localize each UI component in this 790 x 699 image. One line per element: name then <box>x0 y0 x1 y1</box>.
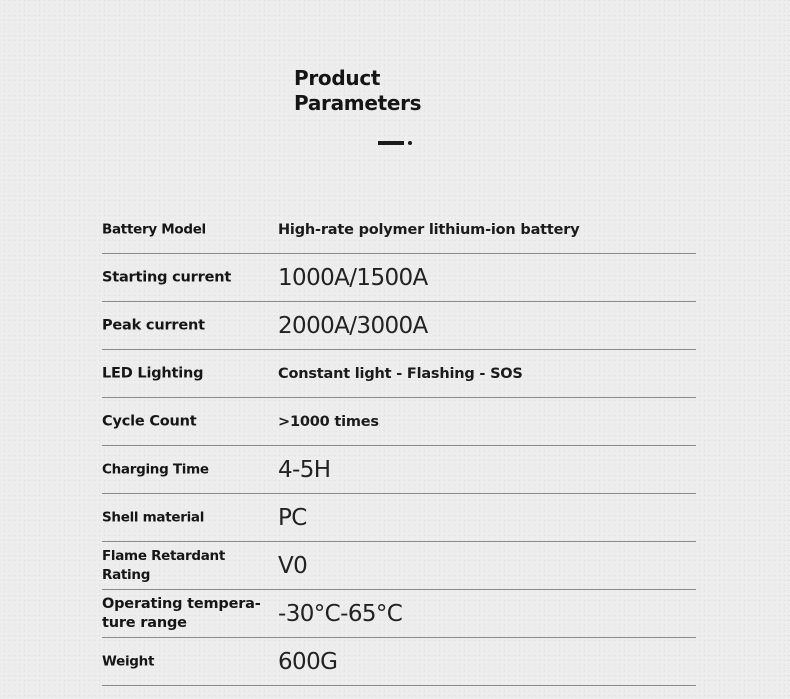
spec-value: 4-5H <box>278 456 331 483</box>
spec-value: Constant light - Flashing - SOS <box>278 365 523 382</box>
spec-label: Charging Time <box>102 461 209 477</box>
title-line-1: Product <box>294 66 381 90</box>
spec-label: Flame Retardant Rating <box>102 547 225 583</box>
spec-value: 2000A/3000A <box>278 312 428 339</box>
spec-row-battery-model <box>102 206 696 254</box>
spec-row-starting-current <box>102 254 696 302</box>
spec-label: Shell material <box>102 509 205 525</box>
spec-label: Operating tempera-ture range <box>102 595 261 631</box>
title-underline-dot <box>408 141 412 145</box>
spec-label: Peak current <box>102 317 205 333</box>
spec-label: Battery Model <box>102 221 206 237</box>
spec-row-shell-material <box>102 494 696 542</box>
spec-value: 600G <box>278 648 338 675</box>
spec-label: Cycle Count <box>102 413 197 429</box>
spec-row-operating-temperature <box>102 590 696 638</box>
spec-row-led-lighting <box>102 350 696 398</box>
spec-value: High-rate polymer lithium-ion battery <box>278 221 580 238</box>
spec-label: Starting current <box>102 269 232 285</box>
page-title <box>294 66 421 116</box>
spec-value: V0 <box>278 552 308 579</box>
spec-value: 1000A/1500A <box>278 264 428 291</box>
title-line-2: Parameters <box>294 91 422 115</box>
spec-label: LED Lighting <box>102 365 204 381</box>
spec-label: Weight <box>102 653 155 669</box>
spec-value: PC <box>278 504 307 531</box>
spec-row-cycle-count <box>102 398 696 446</box>
spec-row-charging-time <box>102 446 696 494</box>
title-underline-bar <box>378 141 404 145</box>
spec-row-weight <box>102 638 696 686</box>
spec-row-peak-current <box>102 302 696 350</box>
spec-row-flame-retardant-rating <box>102 542 696 590</box>
spec-value: -30°C-65°C <box>278 600 403 627</box>
spec-value: >1000 times <box>278 413 379 430</box>
spec-table <box>102 206 696 686</box>
